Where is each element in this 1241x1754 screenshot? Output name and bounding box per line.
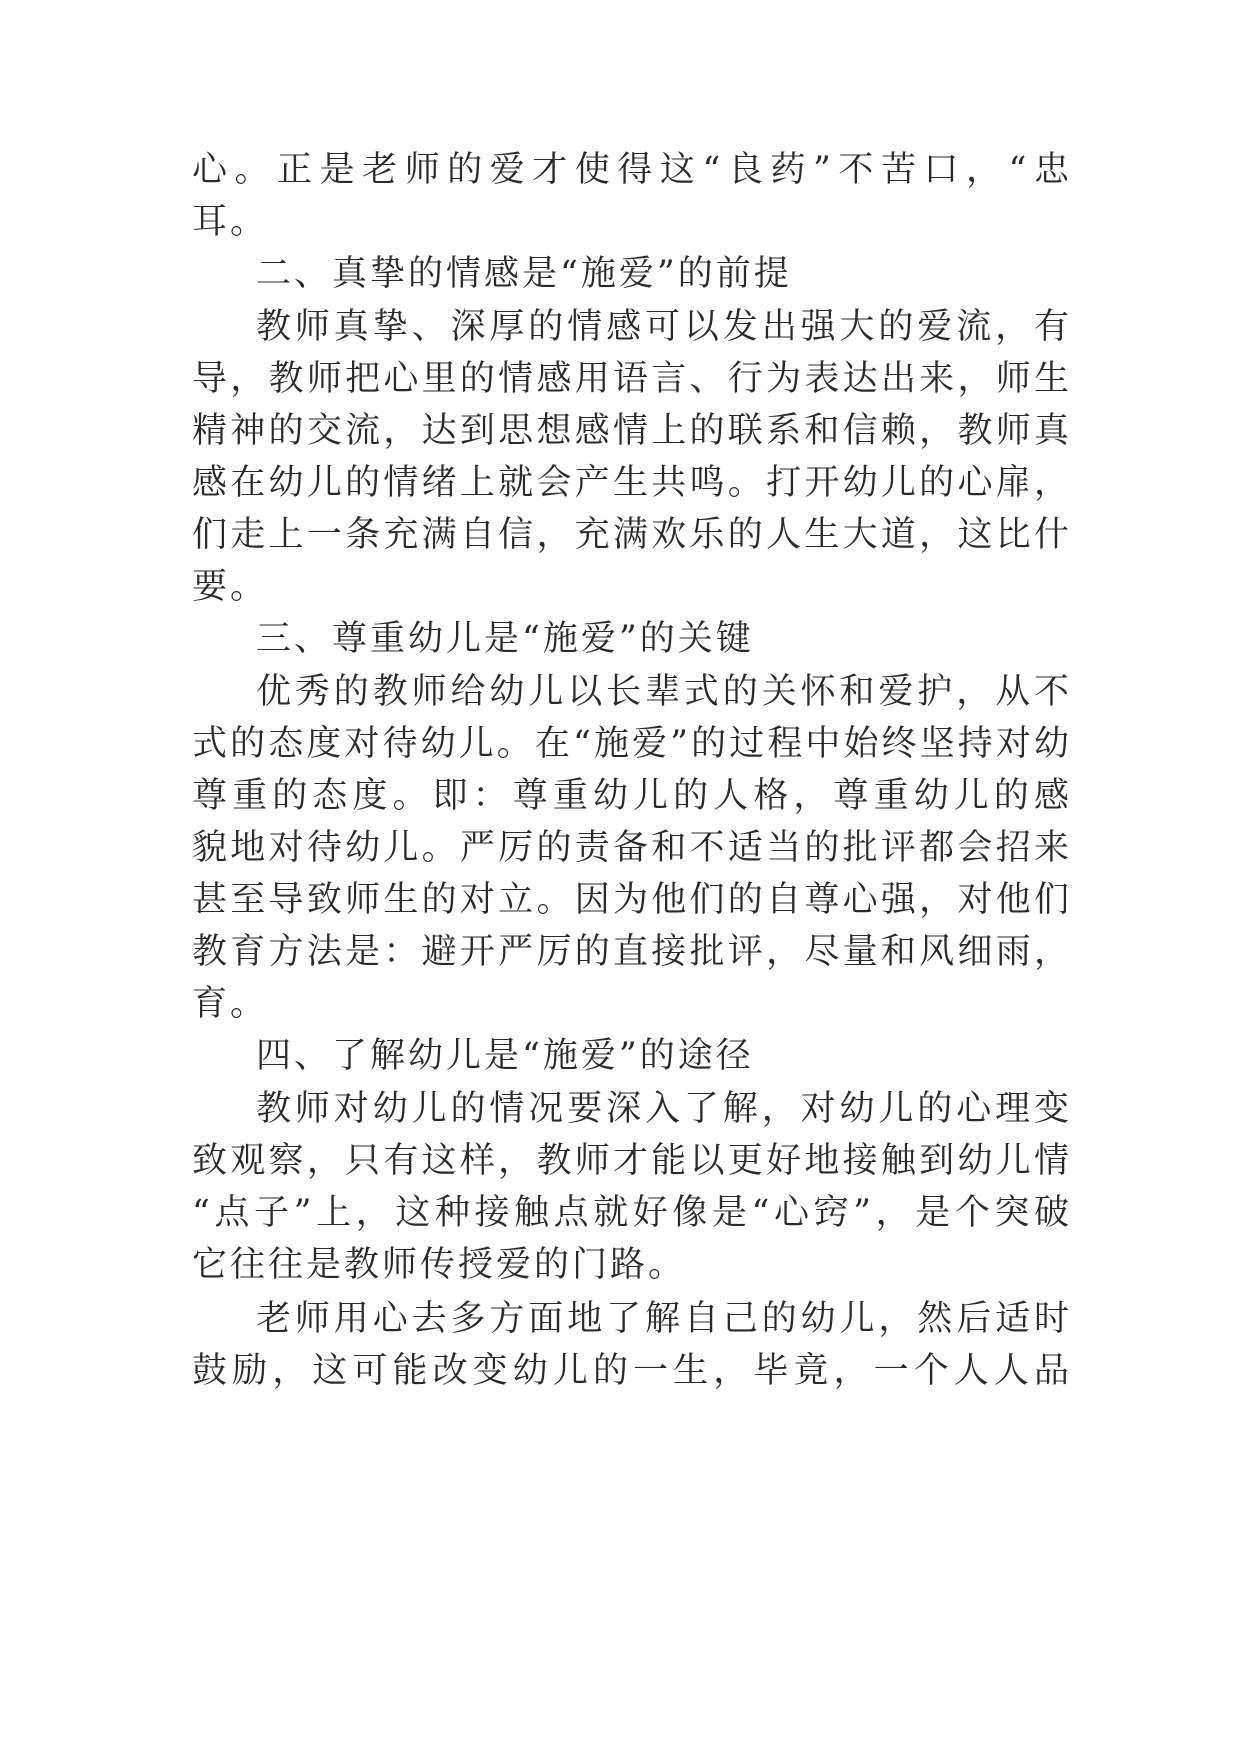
text-line: 们走上一条充满自信，充满欢乐的人生大道，这比什 (192, 515, 1072, 555)
text-line: 教育方法是：避开严厉的直接批评，尽量和风细雨， (192, 932, 1072, 972)
text-line: 精神的交流，达到思想感情上的联系和信赖，教师真 (192, 411, 1072, 451)
text-line: “点子”上，这种接触点就好像是“心窍”，是个突破 (192, 1193, 1072, 1233)
section-heading: 四、了解幼儿是“施爱”的途径 (256, 1036, 754, 1076)
text-line: 尊重的态度。即：尊重幼儿的人格，尊重幼儿的感 (192, 776, 1072, 816)
text-line: 要。 (192, 567, 269, 607)
text-line: 貌地对待幼儿。严厉的责备和不适当的批评都会招来 (192, 828, 1072, 868)
text-line: 教师真挚、深厚的情感可以发出强大的爱流，有 (256, 307, 1072, 347)
section-heading: 二、真挚的情感是“施爱”的前提 (256, 254, 792, 294)
text-line: 导，教师把心里的情感用语言、行为表达出来，师生 (192, 359, 1072, 399)
text-line: 感在幼儿的情绪上就会产生共鸣。打开幼儿的心扉， (192, 463, 1072, 503)
text-line: 教师对幼儿的情况要深入了解，对幼儿的心理变 (256, 1089, 1072, 1129)
text-line: 鼓励，这可能改变幼儿的一生，毕竟，一个人人品 (192, 1351, 1072, 1391)
section-heading: 三、尊重幼儿是“施爱”的关键 (256, 619, 754, 659)
text-line: 式的态度对待幼儿。在“施爱”的过程中始终坚持对幼 (192, 724, 1072, 764)
text-line: 育。 (192, 984, 269, 1024)
text-line: 耳。 (192, 202, 269, 242)
text-line: 心。正是老师的爱才使得这“良药”不苦口，“忠 (192, 150, 1072, 190)
text-line: 甚至导致师生的对立。因为他们的自尊心强，对他们 (192, 880, 1072, 920)
text-line: 它往往是教师传授爱的门路。 (192, 1245, 687, 1285)
text-line: 老师用心去多方面地了解自己的幼儿，然后适时 (256, 1299, 1072, 1339)
text-line: 优秀的教师给幼儿以长辈式的关怀和爱护，从不 (256, 672, 1072, 712)
text-line: 致观察，只有这样，教师才能以更好地接触到幼儿情 (192, 1141, 1072, 1181)
